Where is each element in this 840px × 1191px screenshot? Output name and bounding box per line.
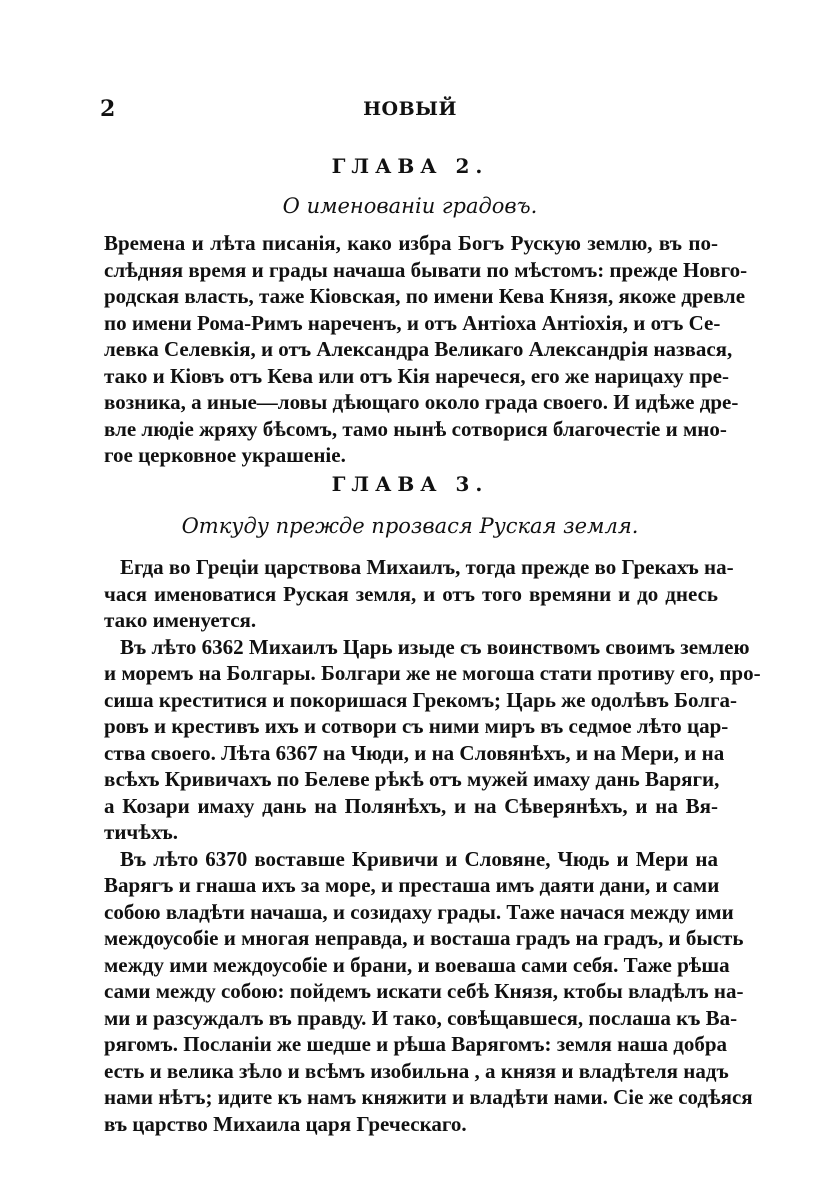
text-line: ства своего. Лѣта 6367 на Чюди, и на Словянѣхъ, и на Мери, и на [104, 740, 725, 765]
chapter-3-title: Откуду прежде прозвася Руская земля. [181, 514, 639, 538]
text-line: а Козари имаху дань на Полянѣхъ, и на Сѣверянѣхъ, и на Вя- [104, 793, 718, 818]
text-line: тичѣхъ. [104, 820, 179, 844]
text-line: чася именоватися Руская земля, и отъ того времяни и до днесь [104, 581, 718, 606]
text-line: ми и разсуждалъ въ правду. И тако, совѣщавшеся, послаша къ Ва- [104, 1005, 738, 1030]
text-line: по имени Рома-Римъ нареченъ, и отъ Антіоха Антіохія, и отъ Се- [104, 310, 721, 335]
text-line: Въ лѣто 6362 Михаилъ Царь изыде съ воинствомъ своимъ землею [120, 634, 750, 659]
text-line: есть и велика зѣло и всѣмъ изобильна , а князя и владѣтеля надъ [104, 1058, 729, 1083]
text-line: и моремъ на Болгары. Болгари же не могоша стати противу его, про- [104, 661, 761, 685]
text-line: собою владѣти начаша, и созидаху грады. Таже начася между ими [104, 899, 734, 924]
text-line: рягомъ. Посланіи же шедше и рѣша Варягомъ: земля наша добра [104, 1032, 728, 1056]
running-head [100, 94, 720, 124]
text-line: возника, а иные—ловы дѣющаго около града своего. И идѣже дре- [104, 390, 739, 414]
text-line: Егда во Греціи царствова Михаилъ, тогда прежде во Грекахъ на- [120, 555, 734, 579]
text-line: Варягъ и гнаша ихъ за море, и престаша имъ даяти дани, и сами [104, 873, 720, 897]
text-line: левка Селевкія, и отъ Александра Великаго Александрія назвася, [104, 337, 733, 361]
chapter-2-heading: ГЛАВА 2. [331, 154, 489, 178]
text-line: ровъ и крестивъ ихъ и сотвори съ ними миръ въ седмое лѣто цар- [104, 714, 729, 738]
text-line: Времена и лѣта писанія, како избра Богъ Рускую землю, въ по- [104, 231, 718, 255]
text-line: нами нѣтъ; идите къ намъ княжити и владѣти нами. Сіе же содѣяся [104, 1085, 753, 1109]
chapter-3-heading: ГЛАВА 3. [331, 472, 489, 496]
text-line: родская власть, таже Кіовская, по имени Кева Князя, якоже древле [104, 284, 746, 308]
text-line: слѣдняя время и грады начаша бывати по мѣстомъ: прежде Новго- [104, 257, 748, 282]
text-line: сами между собою: пойдемъ искати себѣ Князя, ктобы владѣлъ на- [104, 979, 744, 1003]
text-line: между ими междоусобіе и брани, и воеваша сами себя. Таже рѣша [104, 952, 730, 977]
text-line: гое церковное украшеніе. [104, 443, 346, 467]
chapter-3-text [104, 554, 761, 1137]
text-line: междоусобіе и многая неправда, и восташа градъ на градъ, и бысть [104, 926, 744, 950]
running-title: НОВЫЙ [363, 98, 457, 120]
text-line: сиша креститися и покоришася Грекомъ; Царь же одолѣвъ Болга- [104, 687, 738, 712]
chapter-2-text [104, 230, 748, 469]
text-line: тако и Кіовъ отъ Кева или отъ Кія наречеся, его же нарицаху пре- [104, 363, 729, 388]
chapter-2-title: О именованіи градовъ. [282, 194, 538, 218]
text-line: Въ лѣто 6370 воставше Кривичи и Словяне, Чюдь и Мери на [120, 846, 718, 871]
page-number: 2 [100, 96, 116, 122]
text-line: тако именуется. [104, 608, 257, 632]
text-line: всѣхъ Кривичахъ по Белеве рѣкѣ отъ мужей имаху дань Варяги, [104, 767, 720, 791]
text-line: въ царство Михаила царя Греческаго. [104, 1111, 467, 1136]
text-line: вле людіе жряху бѣсомъ, тамо нынѣ сотворися благочестіе и мно- [104, 416, 727, 441]
